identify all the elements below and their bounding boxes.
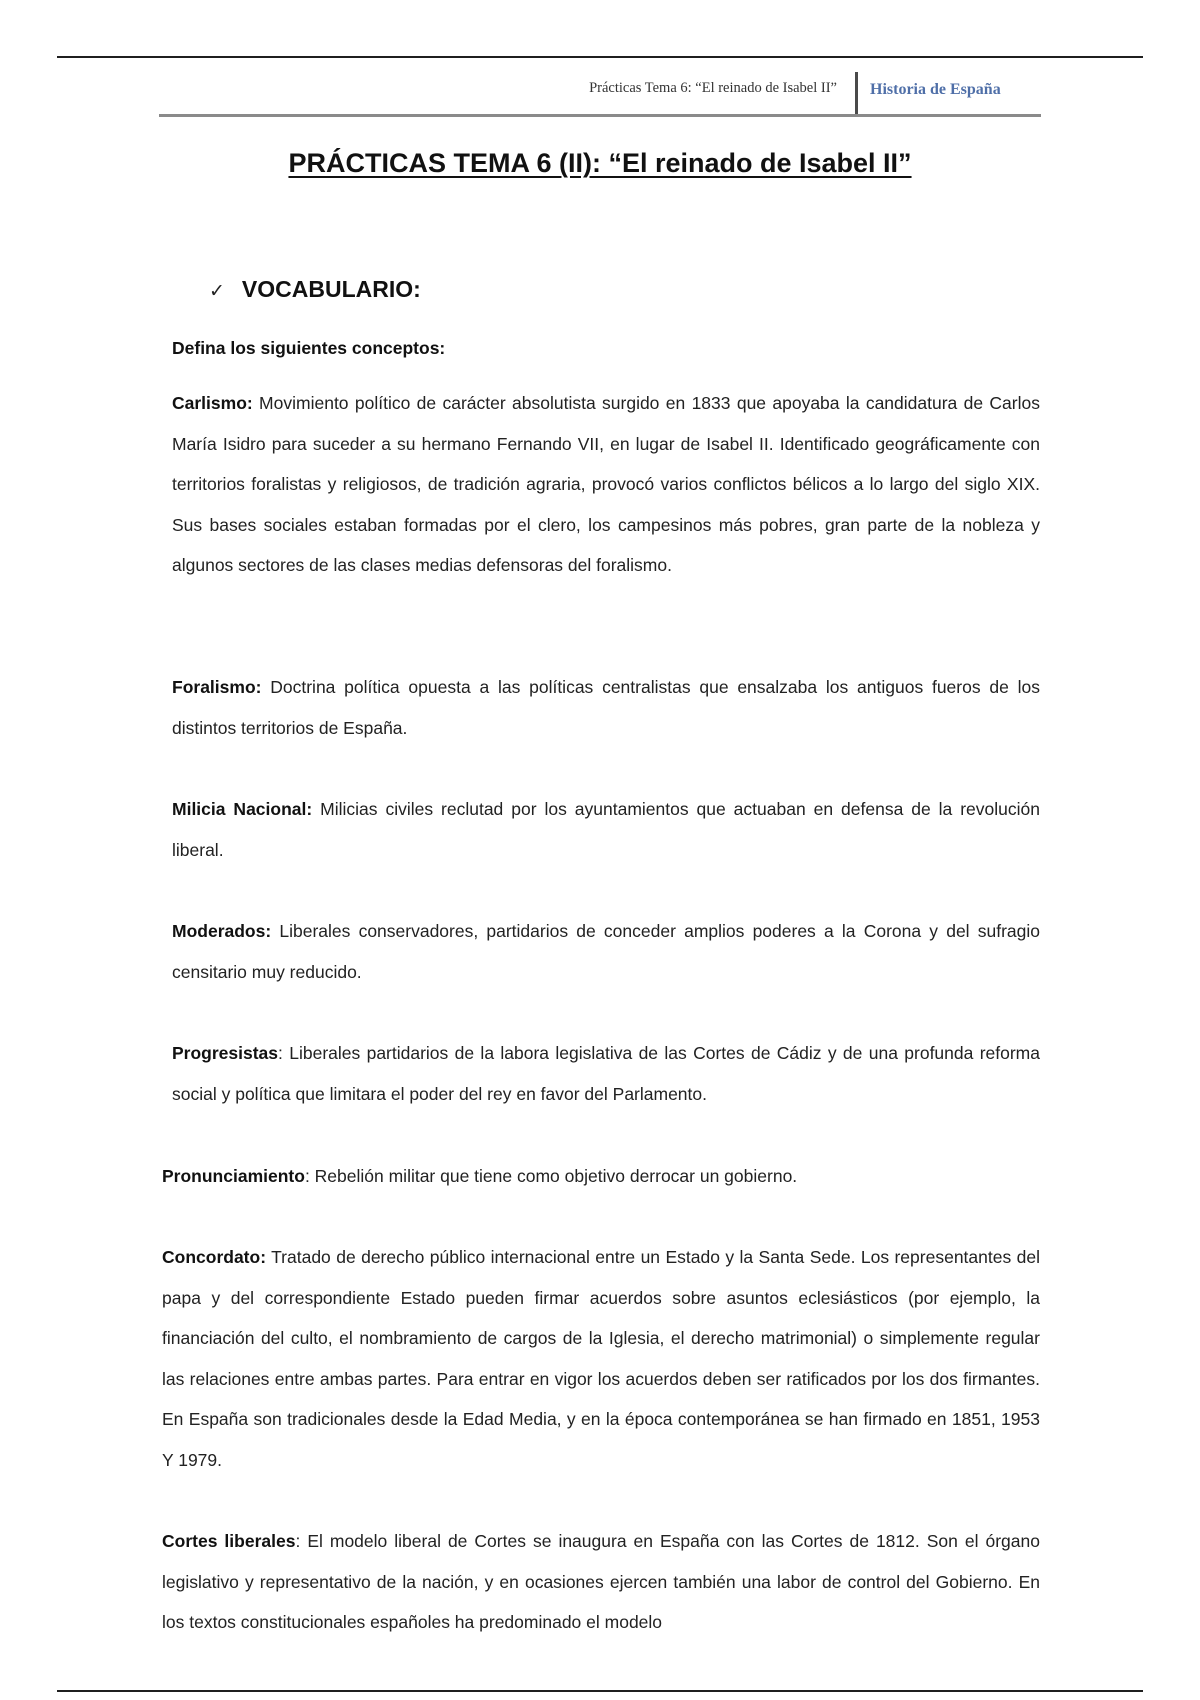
entry-term: Carlismo: xyxy=(172,393,253,413)
page-header xyxy=(159,70,1041,116)
entry-definition: Liberales conservadores, partidarios de conceder amplios poderes a la Corona y del sufragio censitario muy reducido. xyxy=(172,921,1040,982)
entry-definition: Movimiento político de carácter absolutista surgido en 1833 que apoyaba la candidatura de Carlos María Isidro para suceder a su hermano Fernando VII, en lugar de Isabel II. Identificado geográficamente con territorios foralistas y religiosos, de tradición agraria, provocó varios conflictos bélicos a lo largo del siglo XIX. Sus bases sociales estaban formadas por el clero, los campesinos más pobres, gran parte de la nobleza y algunos sectores de las clases medias defensoras del foralismo. xyxy=(172,393,1040,575)
header-running-title: Prácticas Tema 6: “El reinado de Isabel II” xyxy=(589,80,837,96)
entry-term: Moderados: xyxy=(172,921,272,941)
checkmark-icon: ✓ xyxy=(209,280,225,302)
document-title: PRÁCTICAS TEMA 6 (II): “El reinado de Isabel II” xyxy=(288,148,912,178)
header-divider xyxy=(855,72,858,114)
entry-definition: : Liberales partidarios de la labora legislativa de las Cortes de Cádiz y de una profunda reforma social y política que limitara el poder del rey en favor del Parlamento. xyxy=(172,1043,1040,1104)
entry-carlismo xyxy=(172,383,1040,586)
header-underline xyxy=(159,114,1041,117)
entry-definition: Tratado de derecho público internacional entre un Estado y la Santa Sede. Los representantes del papa y del correspondiente Estado pueden firmar acuerdos sobre asuntos eclesiásticos (por ejemplo, la financiación del culto, el nombramiento de cargos de la Iglesia, el derecho matrimonial) o simplemente regular las relaciones entre ambas partes. Para entrar en vigor los acuerdos deben ser ratificados por los dos firmantes. En España son tradicionales desde la Edad Media, y en la época contemporánea se han firmado en 1851, 1953 Y 1979. xyxy=(162,1247,1040,1470)
entry-definition: Doctrina política opuesta a las políticas centralistas que ensalzaba los antiguos fueros de los distintos territorios de España. xyxy=(172,677,1040,738)
entry-term: Concordato: xyxy=(162,1247,267,1267)
entry-foralismo xyxy=(172,667,1040,748)
entry-pronunciamiento xyxy=(162,1156,1040,1197)
entry-concordato xyxy=(162,1237,1040,1480)
vocabulary-section-heading xyxy=(209,276,421,303)
section-title: VOCABULARIO: xyxy=(241,276,421,302)
top-rule xyxy=(57,56,1143,58)
entry-term: Pronunciamiento xyxy=(162,1166,305,1186)
entry-moderados xyxy=(172,911,1040,992)
entry-term: Milicia Nacional: xyxy=(172,799,313,819)
entry-term: Foralismo: xyxy=(172,677,262,697)
entry-cortes-liberales xyxy=(162,1521,1040,1643)
bottom-rule xyxy=(57,1690,1143,1692)
header-subject: Historia de España xyxy=(870,81,1001,98)
entry-definition: : Rebelión militar que tiene como objetivo derrocar un gobierno. xyxy=(304,1166,798,1186)
entry-definition: : El modelo liberal de Cortes se inaugura en España con las Cortes de 1812. Son el órgano legislativo y representativo de la nación, y en ocasiones ejercen también una labor de control del Gobierno. En los textos constitucionales españoles ha predominado el modelo xyxy=(162,1531,1040,1632)
entry-progresistas xyxy=(172,1033,1040,1114)
entry-milicia-nacional xyxy=(172,789,1040,870)
entry-term: Progresistas xyxy=(172,1043,279,1063)
instruction-text: Defina los siguientes conceptos: xyxy=(172,338,446,358)
entry-term: Cortes liberales xyxy=(162,1531,296,1551)
entry-definition: Milicias civiles reclutad por los ayuntamientos que actuaban en defensa de la revolución liberal. xyxy=(172,799,1040,860)
